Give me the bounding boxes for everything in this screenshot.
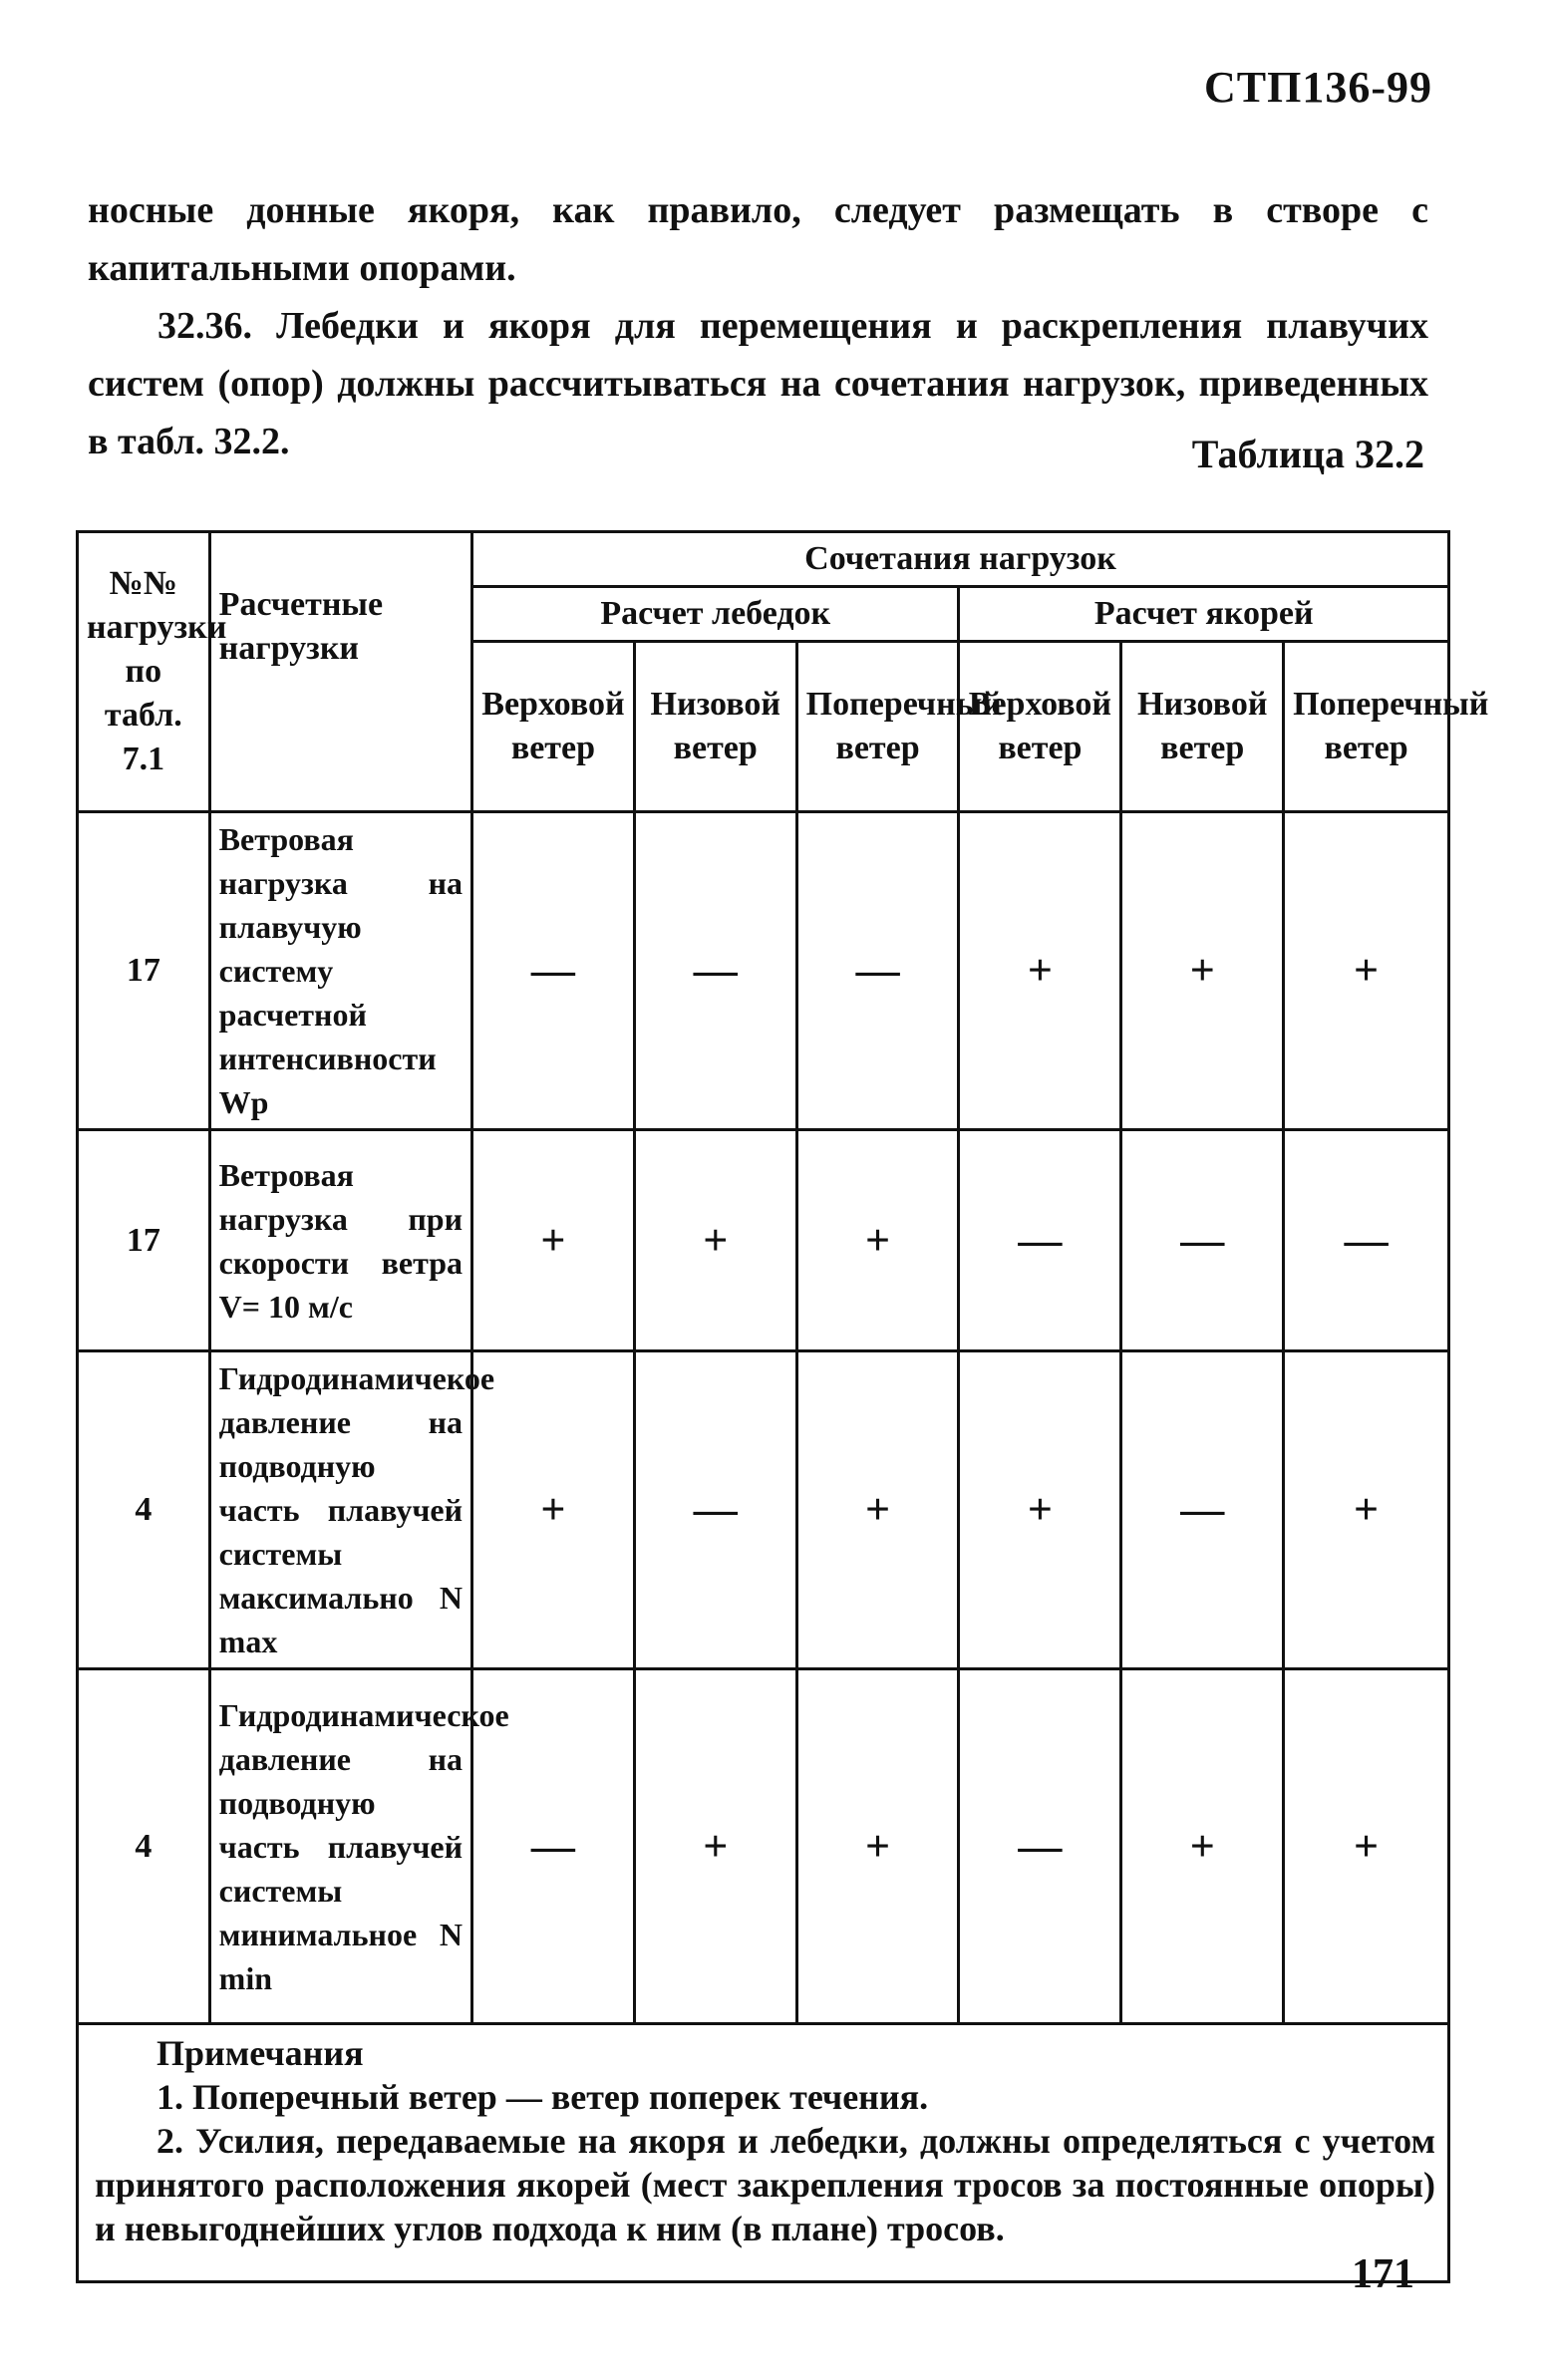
row-sign: +	[1284, 812, 1449, 1130]
row-sign: +	[634, 1130, 796, 1351]
row-load-number: 17	[78, 1130, 210, 1351]
row-sign: —	[634, 1351, 796, 1669]
row-sign: +	[1121, 812, 1284, 1130]
row-load-description: Гидродинамическое давление на подводную часть плавучей системы минимальное N min	[209, 1669, 471, 2024]
row-sign: +	[959, 812, 1121, 1130]
row-load-description: Ветровая нагрузка на плавучую систему расчетной интенсивности Wp	[209, 812, 471, 1130]
header-anchor-calculation: Расчет якорей	[959, 587, 1449, 642]
header-load-combinations: Сочетания нагрузок	[472, 532, 1449, 587]
row-sign: +	[1121, 1669, 1284, 2024]
row-sign: +	[1284, 1669, 1449, 2024]
notes-title: Примечания	[156, 2033, 364, 2073]
row-sign: —	[1121, 1351, 1284, 1669]
row-sign: —	[1121, 1130, 1284, 1351]
table-notes	[78, 2024, 1449, 2282]
table-row	[78, 1130, 1449, 1351]
body-text	[88, 181, 1428, 470]
header-downstream-wind-winch: Низовой ветер	[634, 642, 796, 812]
row-load-description: Гидродинамичекое давление на подводную часть плавучей системы максимально N max	[209, 1351, 471, 1669]
row-sign: +	[796, 1351, 959, 1669]
row-sign: +	[634, 1669, 796, 2024]
load-combinations-table	[76, 530, 1489, 2283]
row-load-number: 4	[78, 1351, 210, 1669]
row-sign: +	[472, 1351, 635, 1669]
row-sign: —	[959, 1130, 1121, 1351]
header-design-loads: Расчетные нагрузки	[209, 532, 471, 812]
header-winch-calculation: Расчет лебедок	[472, 587, 959, 642]
row-sign: —	[472, 1669, 635, 2024]
table-row	[78, 1669, 1449, 2024]
header-cross-wind-winch: Поперечный ветер	[796, 642, 959, 812]
row-sign: +	[796, 1669, 959, 2024]
header-upstream-wind-winch: Верховой ветер	[472, 642, 635, 812]
table-row	[78, 1351, 1449, 1669]
note-item: 1. Поперечный ветер — ветер поперек течения.	[156, 2077, 929, 2117]
note-item: 2. Усилия, передаваемые на якоря и лебедки, должны определяться с учетом принятого расположения якорей (мест закрепления тросов за постоянные опоры) и невыгоднейших углов подхода к ним (в плане) тросов.	[95, 2121, 1435, 2248]
table-row	[78, 812, 1449, 1130]
row-sign: +	[796, 1130, 959, 1351]
header-downstream-wind-anchor: Низовой ветер	[1121, 642, 1284, 812]
row-load-description: Ветровая нагрузка при скорости ветра V= 10 м/с	[209, 1130, 471, 1351]
row-load-number: 17	[78, 812, 210, 1130]
row-sign: —	[634, 812, 796, 1130]
header-cross-wind-anchor: Поперечный ветер	[1284, 642, 1449, 812]
row-sign: +	[959, 1351, 1121, 1669]
row-sign: —	[472, 812, 635, 1130]
row-sign: —	[1284, 1130, 1449, 1351]
row-load-number: 4	[78, 1669, 210, 2024]
header-upstream-wind-anchor: Верховой ветер	[959, 642, 1121, 812]
row-sign: +	[472, 1130, 635, 1351]
paragraph-32-36: 32.36. Лебедки и якоря для перемещения и раскрепления плавучих систем (опор) должны рассчитываться на сочетания нагрузок, приведенных в табл. 32.2.	[88, 305, 1428, 462]
table-caption: Таблица 32.2	[1191, 432, 1424, 476]
document-code: СТП136-99	[1204, 63, 1432, 112]
page-number: 171	[1352, 2251, 1414, 2297]
row-sign: +	[1284, 1351, 1449, 1669]
paragraph-continuation: носные донные якоря, как правило, следует размещать в створе с капитальными опорами.	[88, 189, 1428, 289]
notes-row	[78, 2024, 1449, 2282]
row-sign: —	[796, 812, 959, 1130]
header-load-number: №№ нагрузки по табл. 7.1	[78, 532, 210, 812]
row-sign: —	[959, 1669, 1121, 2024]
